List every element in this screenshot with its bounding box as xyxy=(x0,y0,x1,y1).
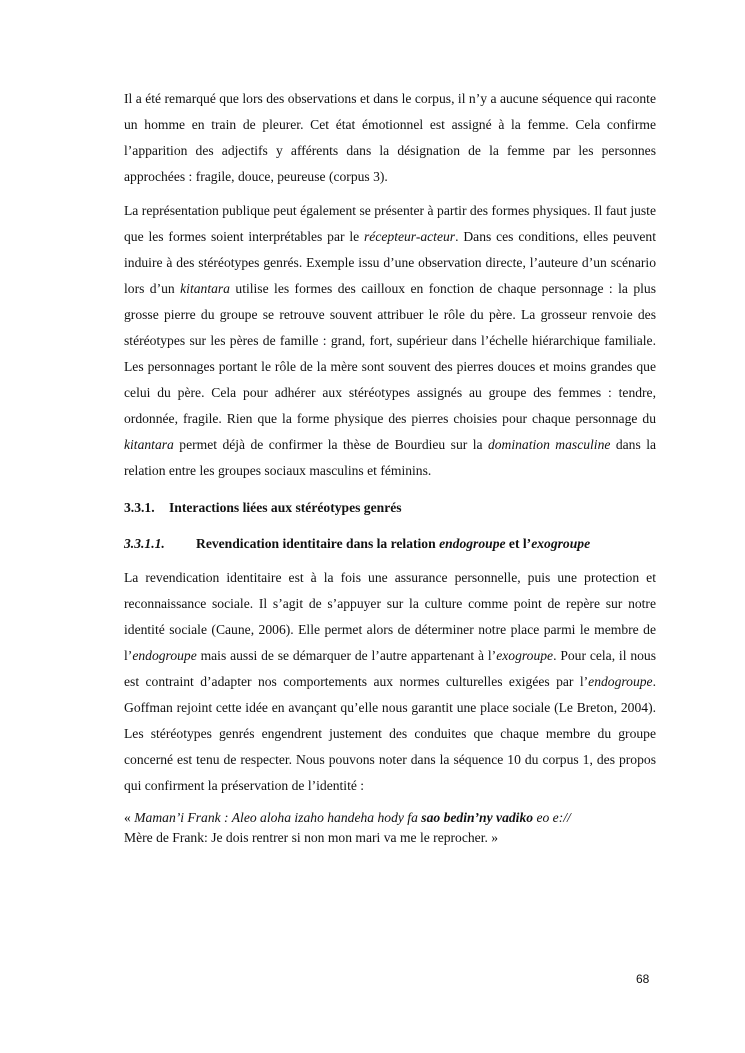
term-kitantara: kitantara xyxy=(124,437,174,452)
paragraph-representation: La représentation publique peut également se présenter à partir des formes physiques. Il faut juste que les formes soient interprétables par le récepteur-acteur. Dans ces conditions, elles peuvent induire à des stéréotypes genrés. Exemple issu d’une observation directe, l’auteure d’un scénario lors d’un kitantara utilise les formes des cailloux en fonction de chaque personnage : la plus grosse pierre du groupe se retrouve souvent attribuer le rôle du père. La grosseur renvoie des stéréotypes sur les pères de famille : grand, fort, supérieur dans l’échelle hiérarchique familiale. Les personnages portant le rôle de la mère sont souvent des pierres douces et moins grandes que celui du père. Cela pour adhérer aux stéréotypes assignés au groupe des femmes : tendre, ordonnée, fragile. Rien que la forme physique des pierres choisies pour chaque personnage du kitantara permet déjà de confirmer la thèse de Bourdieu sur la domination masculine dans la relation entre les groupes sociaux masculins et féminins. xyxy=(124,203,657,478)
quote-translation: Mère de Frank: Je dois rentrer si non mon mari va me le reprocher. » xyxy=(124,830,499,845)
page-number: 68 xyxy=(636,972,650,986)
term-kitantara: kitantara xyxy=(180,281,230,296)
quote-emphasis: sao bedin’ny vadiko xyxy=(421,810,534,825)
corpus-quote: « Maman’i Frank : Aleo aloha izaho handeha hody fa sao bedin’ny vadiko eo e:// Mère de Frank: Je dois rentrer si non mon mari va me le reprocher. » xyxy=(124,810,571,845)
section-heading xyxy=(124,495,656,521)
subsection-number: 3.3.1.1. xyxy=(124,536,165,551)
document-body xyxy=(124,86,656,848)
term-domination-masculine: domination masculine xyxy=(487,437,611,452)
paragraph-emotions: Il a été remarqué que lors des observations et dans le corpus, il n’y a aucune séquence qui raconte un homme en train de pleurer. Cet état émotionnel est assigné à la femme. Cela confirme l’apparition des adjectifs y afférents dans la désignation de la femme par les personnes approchées : fragile, douce, peureuse (corpus 3). xyxy=(124,91,656,184)
subsection-heading: 3.3.1.1. Revendication identitaire dans la relation endogroupe et l’exogroupe xyxy=(124,531,656,557)
section-number: 3.3.1. xyxy=(124,500,155,515)
paragraph-revendication: La revendication identitaire est à la fois une assurance personnelle, puis une protection et reconnaissance sociale. Il s’agit de s’appuyer sur la culture comme point de repère sur notre identité sociale (Caune, 2006). Elle permet alors de déterminer notre place parmi le membre de l’endogroupe mais aussi de se démarquer de l’autre appartenant à l’exogroupe. Pour cela, il nous est contraint d’adapter nos comportements aux normes culturelles exigées par l’endogroupe. Goffman rejoint cette idée en avançant qu’elle nous garantit une place sociale (Le Breton, 2004). Les stéréotypes genrés engendrent justement des conduites que chaque membre du groupe concerné est tenu de respecter. Nous pouvons noter dans la séquence 10 du corpus 1, des propos qui confirment la préservation de l’identité : xyxy=(124,570,656,793)
term-recepteur-acteur: récepteur-acteur xyxy=(364,229,456,244)
section-title: Interactions liées aux stéréotypes genrés xyxy=(169,500,402,515)
